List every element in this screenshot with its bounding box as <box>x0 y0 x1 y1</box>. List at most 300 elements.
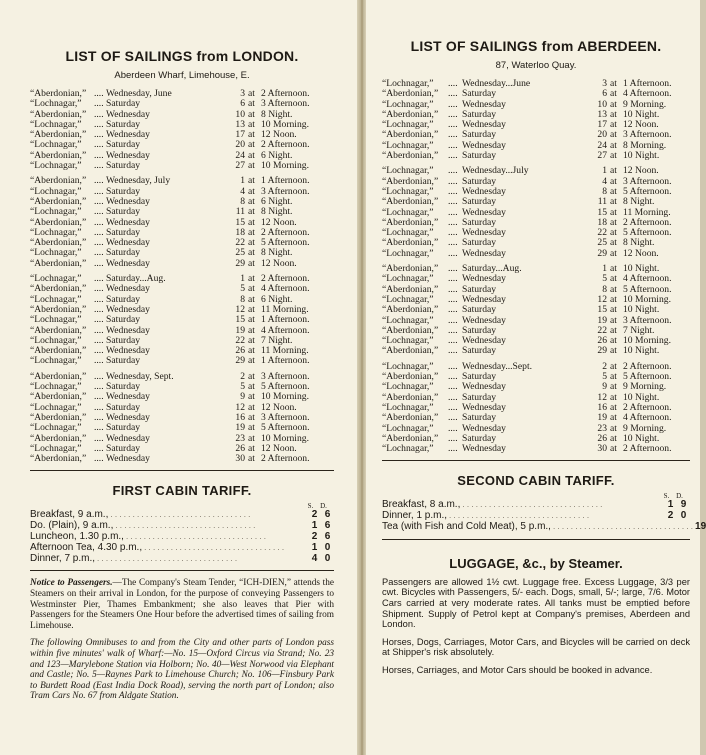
sailing-date: 22 <box>235 237 245 249</box>
ship-name: “Aberdonian,” <box>382 432 439 444</box>
aberdeen-sailings-title: LIST OF SAILINGS from ABERDEEN. <box>410 38 662 54</box>
at-word: at <box>248 422 255 434</box>
at-word: at <box>610 283 617 295</box>
tariff-item: Do. (Plain), 9 a.m., <box>30 520 114 532</box>
ship-name: “Lochnagar,” <box>30 381 82 393</box>
leader-dots: .... <box>94 257 104 269</box>
sailing-time: 2 Afternoon. <box>261 88 310 99</box>
at-word: at <box>610 304 617 316</box>
ship-name: “Lochnagar,” <box>382 247 434 259</box>
at-word: at <box>610 345 617 357</box>
sailing-date: 18 <box>597 216 607 228</box>
sailing-date: 12 <box>597 293 607 305</box>
sailing-date: 8 <box>240 195 245 207</box>
at-word: at <box>610 401 617 413</box>
sailing-time: 10 Morning. <box>261 391 309 403</box>
sailing-date: 26 <box>597 432 607 444</box>
sailing-day: Wednesday <box>106 324 150 336</box>
at-word: at <box>248 355 255 367</box>
leader-dots: .... <box>94 293 104 305</box>
sailing-day: Saturday <box>462 371 497 383</box>
sailing-time: 5 Afternoon. <box>261 237 310 249</box>
at-word: at <box>248 98 255 110</box>
ship-name: “Aberdonian,” <box>30 108 87 120</box>
at-word: at <box>248 453 255 465</box>
leader-dots: .... <box>94 401 104 413</box>
ship-name: “Aberdonian,” <box>30 411 87 423</box>
second-cabin-tariff-title: SECOND CABIN TARIFF. <box>457 473 615 489</box>
sailing-day: Wednesday <box>106 345 150 357</box>
sailing-time: 12 Noon. <box>623 165 659 177</box>
leader-dots: .... <box>94 314 104 326</box>
leader-dots: .... <box>448 78 458 89</box>
ship-name: “Lochnagar,” <box>382 293 434 305</box>
leader-dots: .... <box>94 303 104 315</box>
ship-name: “Aberdonian,” <box>382 283 439 295</box>
sailing-date: 16 <box>235 411 245 423</box>
at-word: at <box>610 314 617 326</box>
tariff-item: Dinner, 1 p.m., <box>382 510 448 522</box>
tariff-item: Breakfast, 8 a.m., <box>382 499 461 511</box>
at-word: at <box>248 195 255 207</box>
sailing-date: 1 <box>602 263 607 275</box>
leader-dots: .... <box>448 237 458 249</box>
sailing-day: Wednesday, July <box>106 175 171 187</box>
divider-rule <box>382 460 690 461</box>
ship-name: “Lochnagar,” <box>382 335 434 347</box>
sailing-day: Saturday <box>462 108 497 120</box>
luggage-paragraph: Horses, Dogs, Carriages, Motor Cars, and Bicycles will be carried on deck at Shipper's risk absolutely. <box>382 636 690 658</box>
first-cabin-tariff-list <box>30 510 334 564</box>
at-word: at <box>248 293 255 305</box>
at-word: at <box>248 185 255 197</box>
sailing-day: Saturday <box>106 206 141 218</box>
ship-name: “Aberdonian,” <box>382 108 439 120</box>
sailing-day: Wednesday...July <box>462 165 529 177</box>
at-word: at <box>610 78 617 89</box>
sailing-day: Wednesday <box>106 129 150 141</box>
sailing-date: 17 <box>235 129 245 141</box>
at-word: at <box>610 216 617 228</box>
sailing-time: 10 Night. <box>623 108 660 120</box>
ship-name: “Lochnagar,” <box>30 139 82 151</box>
sailing-day: Saturday <box>106 355 141 367</box>
sailing-date: 26 <box>235 442 245 454</box>
ship-name: “Lochnagar,” <box>382 422 434 434</box>
leader-dots: .... <box>448 139 458 151</box>
sailing-time: 3 Afternoon. <box>623 314 672 326</box>
sailing-day: Wednesday <box>462 139 506 151</box>
at-word: at <box>610 335 617 347</box>
leader-dots: .... <box>94 216 104 228</box>
sailing-date: 13 <box>235 118 245 130</box>
sailing-date: 24 <box>235 149 245 161</box>
sailing-date: 5 <box>602 273 607 285</box>
sailing-time: 10 Night. <box>623 432 660 444</box>
leader-dots: . . . . . . . . . . . . . . . . . . . . . . . . . . . . . . . . <box>97 553 238 563</box>
ship-name: “Aberdonian,” <box>30 88 87 99</box>
leader-dots: .... <box>448 401 458 413</box>
leader-dots: .... <box>448 196 458 208</box>
shillings-header: S. <box>307 502 314 511</box>
sailing-time: 10 Morning. <box>623 335 671 347</box>
ship-name: “Lochnagar,” <box>382 273 434 285</box>
at-word: at <box>610 263 617 275</box>
sailing-date: 13 <box>597 108 607 120</box>
sailing-date: 20 <box>597 129 607 141</box>
ship-name: “Lochnagar,” <box>382 98 434 110</box>
sailing-date: 24 <box>597 139 607 151</box>
sailing-time: 3 Afternoon. <box>623 129 672 141</box>
sailing-day: Saturday <box>462 304 497 316</box>
sailing-day: Saturday <box>106 226 141 238</box>
sailing-time: 7 Night. <box>261 334 293 346</box>
price-shillings: 2 <box>311 530 318 542</box>
sailing-time: 6 Night. <box>261 293 293 305</box>
sailing-date: 4 <box>602 175 607 187</box>
at-word: at <box>610 324 617 336</box>
price-pence: 0 <box>324 552 331 564</box>
sailing-time: 12 Noon. <box>261 442 297 454</box>
price-shillings: 1 <box>667 499 674 511</box>
sailing-date: 22 <box>597 324 607 336</box>
leader-dots: .... <box>94 226 104 238</box>
sailing-time: 2 Afternoon. <box>623 216 672 228</box>
tariff-item: Dinner, 7 p.m., <box>30 552 96 564</box>
leader-dots: .... <box>448 185 458 197</box>
at-word: at <box>610 293 617 305</box>
ship-name: “Lochnagar,” <box>30 314 82 326</box>
sailing-date: 8 <box>240 293 245 305</box>
sailing-date: 3 <box>240 88 245 99</box>
leader-dots: . . . . . . . . . . . . . . . . . . . . . . . . . . . . . . . . <box>144 542 285 552</box>
sailing-day: Saturday <box>462 150 497 162</box>
leader-dots: .... <box>94 334 104 346</box>
at-word: at <box>248 139 255 151</box>
sailing-time: 11 Morning. <box>261 345 309 357</box>
tariff-row <box>30 554 334 565</box>
sailing-date: 17 <box>597 119 607 131</box>
sailing-date: 15 <box>597 206 607 218</box>
luggage-paragraphs <box>382 577 690 676</box>
sailing-date: 11 <box>235 206 245 218</box>
ship-name: “Aberdonian,” <box>382 88 439 100</box>
sailing-time: 1 Afternoon. <box>261 314 310 326</box>
sailing-time: 5 Afternoon. <box>623 185 672 197</box>
second-cabin-tariff-list <box>382 499 706 532</box>
sailing-day: Wednesday <box>106 195 150 207</box>
leader-dots: .... <box>448 108 458 120</box>
ship-name: “Aberdonian,” <box>382 263 439 275</box>
sailing-row <box>382 249 690 259</box>
sailing-day: Wednesday <box>462 443 506 455</box>
sailing-date: 15 <box>597 304 607 316</box>
ship-name: “Aberdonian,” <box>382 324 439 336</box>
sailing-time: 9 Morning. <box>623 98 667 110</box>
sailing-day: Wednesday <box>462 381 506 393</box>
sailing-time: 9 Morning. <box>623 381 667 393</box>
sailing-day: Wednesday <box>106 453 150 465</box>
sailing-time: 2 Afternoon. <box>623 443 672 455</box>
at-word: at <box>610 432 617 444</box>
leader-dots: .... <box>94 432 104 444</box>
london-sailings-table <box>30 89 334 464</box>
sailing-row <box>382 444 690 454</box>
leader-dots: .... <box>448 175 458 187</box>
sailing-date: 12 <box>235 303 245 315</box>
ship-name: “Lochnagar,” <box>30 206 82 218</box>
sailing-day: Wednesday <box>106 303 150 315</box>
at-word: at <box>610 381 617 393</box>
ship-name: “Lochnagar,” <box>30 334 82 346</box>
sailing-day: Saturday <box>106 314 141 326</box>
at-word: at <box>610 119 617 131</box>
sailing-day: Wednesday <box>462 227 506 239</box>
sailing-day: Wednesday <box>462 335 506 347</box>
at-word: at <box>610 247 617 259</box>
sailing-date: 12 <box>235 401 245 413</box>
sailing-day: Wednesday <box>462 119 506 131</box>
sailing-day: Saturday <box>462 129 497 141</box>
at-word: at <box>610 412 617 424</box>
leader-dots: . . . . . . . . . . . . . . . . . . . . . . . . . . . . . . . . <box>552 521 693 531</box>
ship-name: “Lochnagar,” <box>382 314 434 326</box>
ship-name: “Lochnagar,” <box>30 293 82 305</box>
ship-name: “Aberdonian,” <box>382 150 439 162</box>
sailing-time: 5 Afternoon. <box>623 371 672 383</box>
ship-name: “Lochnagar,” <box>30 442 82 454</box>
ship-name: “Lochnagar,” <box>382 165 434 177</box>
leader-dots: .... <box>94 273 104 285</box>
sailing-date: 10 <box>597 98 607 110</box>
leader-dots: .... <box>448 314 458 326</box>
sailing-date: 8 <box>602 283 607 295</box>
sailing-time: 6 Night. <box>261 195 293 207</box>
sailing-date: 6 <box>602 88 607 100</box>
price-pence: 6 <box>324 509 331 521</box>
sailing-day: Saturday <box>106 247 141 259</box>
leader-dots: .... <box>448 119 458 131</box>
tariff-item: Afternoon Tea, 4.30 p.m., <box>30 541 143 553</box>
sailing-time: 10 Morning. <box>623 293 671 305</box>
ship-name: “Lochnagar,” <box>382 443 434 455</box>
ship-name: “Lochnagar,” <box>30 160 82 172</box>
sailing-time: 4 Afternoon. <box>261 283 310 295</box>
leader-dots: .... <box>448 412 458 424</box>
at-word: at <box>248 149 255 161</box>
ship-name: “Lochnagar,” <box>382 206 434 218</box>
at-word: at <box>248 303 255 315</box>
at-word: at <box>248 391 255 403</box>
at-word: at <box>610 98 617 110</box>
at-word: at <box>610 273 617 285</box>
first-cabin-tariff-title: FIRST CABIN TARIFF. <box>112 483 252 499</box>
at-word: at <box>610 206 617 218</box>
sailing-date: 2 <box>602 360 607 372</box>
sailing-day: Saturday <box>106 293 141 305</box>
price-pence: 6 <box>324 530 331 542</box>
leader-dots: . . . . . . . . . . . . . . . . . . . . . . . . . . . . . . . . <box>110 510 251 520</box>
leader-dots: .... <box>94 345 104 357</box>
ship-name: “Lochnagar,” <box>382 360 434 372</box>
sailing-date: 30 <box>235 453 245 465</box>
sailing-time: 4 Afternoon. <box>623 412 672 424</box>
leader-dots: .... <box>448 381 458 393</box>
sailing-time: 10 Night. <box>623 391 660 403</box>
ship-name: “Lochnagar,” <box>382 381 434 393</box>
leader-dots: .... <box>94 206 104 218</box>
sailing-day: Wednesday <box>106 108 150 120</box>
leader-dots: .... <box>94 442 104 454</box>
price-shillings: 1 <box>311 520 318 532</box>
shillings-header: S. <box>663 492 670 501</box>
sailing-row <box>30 259 334 269</box>
price-pence: 6 <box>324 520 331 532</box>
leader-dots: .... <box>94 381 104 393</box>
ship-name: “Aberdonian,” <box>30 149 87 161</box>
leader-dots: .... <box>448 283 458 295</box>
sailing-time: 8 Night. <box>623 237 655 249</box>
at-word: at <box>248 88 255 99</box>
sailing-day: Wednesday...June <box>462 78 531 89</box>
divider-rule <box>382 539 690 540</box>
leader-dots: .... <box>448 263 458 275</box>
sailing-time: 2 Afternoon. <box>261 273 310 285</box>
sailing-time: 8 Night. <box>261 206 293 218</box>
sailing-day: Saturday <box>462 432 497 444</box>
leader-dots: .... <box>448 432 458 444</box>
at-word: at <box>248 334 255 346</box>
leader-dots: .... <box>448 293 458 305</box>
sailing-time: 12 Noon. <box>261 216 297 228</box>
sailing-date: 29 <box>597 345 607 357</box>
leader-dots: .... <box>94 391 104 403</box>
sailing-time: 5 Afternoon. <box>261 422 310 434</box>
leader-dots: .... <box>94 108 104 120</box>
notice-paragraph <box>30 578 334 631</box>
price-pence: 0 <box>324 541 331 553</box>
ship-name: “Lochnagar,” <box>30 247 82 259</box>
sailing-time: 2 Afternoon. <box>261 139 310 151</box>
leader-dots: .... <box>448 247 458 259</box>
leader-dots: .... <box>94 139 104 151</box>
ship-name: “Aberdonian,” <box>30 453 87 465</box>
leader-dots: .... <box>448 273 458 285</box>
sailing-date: 29 <box>597 247 607 259</box>
ship-name: “Lochnagar,” <box>382 78 434 89</box>
sailing-time: 8 Night. <box>261 247 293 259</box>
leader-dots: .... <box>448 206 458 218</box>
at-word: at <box>248 206 255 218</box>
ship-name: “Aberdonian,” <box>30 391 87 403</box>
price-shillings: 2 <box>311 509 318 521</box>
sailing-time: 12 Noon. <box>261 401 297 413</box>
leader-dots: . . . . . . . . . . . . . . . . . . . . . . . . . . . . . . . . <box>125 531 266 541</box>
at-word: at <box>610 185 617 197</box>
ship-name: “Aberdonian,” <box>30 283 87 295</box>
sailing-date: 9 <box>240 391 245 403</box>
leader-dots: .... <box>94 247 104 259</box>
tariff-row <box>30 543 334 554</box>
sailing-day: Wednesday <box>462 247 506 259</box>
sailing-row <box>30 356 334 366</box>
ship-name: “Lochnagar,” <box>382 185 434 197</box>
at-word: at <box>610 196 617 208</box>
sailing-day: Saturday <box>106 422 141 434</box>
sailing-day: Saturday <box>462 175 497 187</box>
sailing-time: 3 Afternoon. <box>261 411 310 423</box>
leader-dots: .... <box>448 345 458 357</box>
sailing-date: 19 <box>235 422 245 434</box>
sailing-day: Saturday <box>462 237 497 249</box>
ship-name: “Aberdonian,” <box>30 129 87 141</box>
at-word: at <box>610 108 617 120</box>
sailing-time: 2 Afternoon. <box>623 360 672 372</box>
sailing-date: 27 <box>597 150 607 162</box>
sailing-date: 22 <box>235 334 245 346</box>
leader-dots: .... <box>448 88 458 100</box>
at-word: at <box>248 108 255 120</box>
sailing-time: 10 Morning. <box>261 432 309 444</box>
leader-dots: .... <box>94 88 104 99</box>
sailing-date: 25 <box>597 237 607 249</box>
sailing-date: 19 <box>235 324 245 336</box>
sailing-day: Saturday <box>106 160 141 172</box>
sailing-day: Wednesday...Sept. <box>462 360 533 372</box>
sailing-day: Wednesday <box>106 432 150 444</box>
leader-dots: .... <box>94 283 104 295</box>
leader-dots: .... <box>448 129 458 141</box>
sailing-day: Saturday <box>462 412 497 424</box>
sailing-day: Saturday...Aug. <box>106 273 166 285</box>
ship-name: “Aberdonian,” <box>30 370 87 382</box>
ship-name: “Aberdonian,” <box>30 324 87 336</box>
at-word: at <box>610 391 617 403</box>
sailing-time: 10 Morning. <box>261 160 309 172</box>
ship-name: “Aberdonian,” <box>382 175 439 187</box>
leader-dots: .... <box>94 129 104 141</box>
sailing-day: Wednesday <box>462 314 506 326</box>
sailing-day: Wednesday <box>106 391 150 403</box>
sailing-day: Saturday <box>462 216 497 228</box>
sailing-date: 5 <box>602 371 607 383</box>
at-word: at <box>610 237 617 249</box>
sailing-time: 2 Afternoon. <box>261 453 310 465</box>
at-word: at <box>248 432 255 444</box>
ship-name: “Lochnagar,” <box>30 226 82 238</box>
sailing-date: 1 <box>602 165 607 177</box>
ship-name: “Aberdonian,” <box>30 432 87 444</box>
sailing-row <box>30 454 334 464</box>
price-shillings: 2 <box>667 510 674 522</box>
sailing-day: Wednesday <box>462 401 506 413</box>
sailing-date: 11 <box>597 196 607 208</box>
sailing-time: 3 Afternoon. <box>261 98 310 110</box>
sailing-date: 29 <box>235 355 245 367</box>
sailing-time: 2 Afternoon. <box>623 401 672 413</box>
leader-dots: . . . . . . . . . . . . . . . . . . . . . . . . . . . . . . . . <box>462 500 603 510</box>
sailing-time: 1 Afternoon. <box>261 355 310 367</box>
sailing-row <box>382 346 690 356</box>
ship-name: “Aberdonian,” <box>30 303 87 315</box>
sailing-time: 6 Night. <box>261 149 293 161</box>
sailing-day: Wednesday <box>106 411 150 423</box>
pence-header: D. <box>676 492 683 501</box>
leader-dots: .... <box>448 335 458 347</box>
leader-dots: .... <box>448 216 458 228</box>
sailing-date: 15 <box>235 314 245 326</box>
ship-name: “Lochnagar,” <box>30 118 82 130</box>
